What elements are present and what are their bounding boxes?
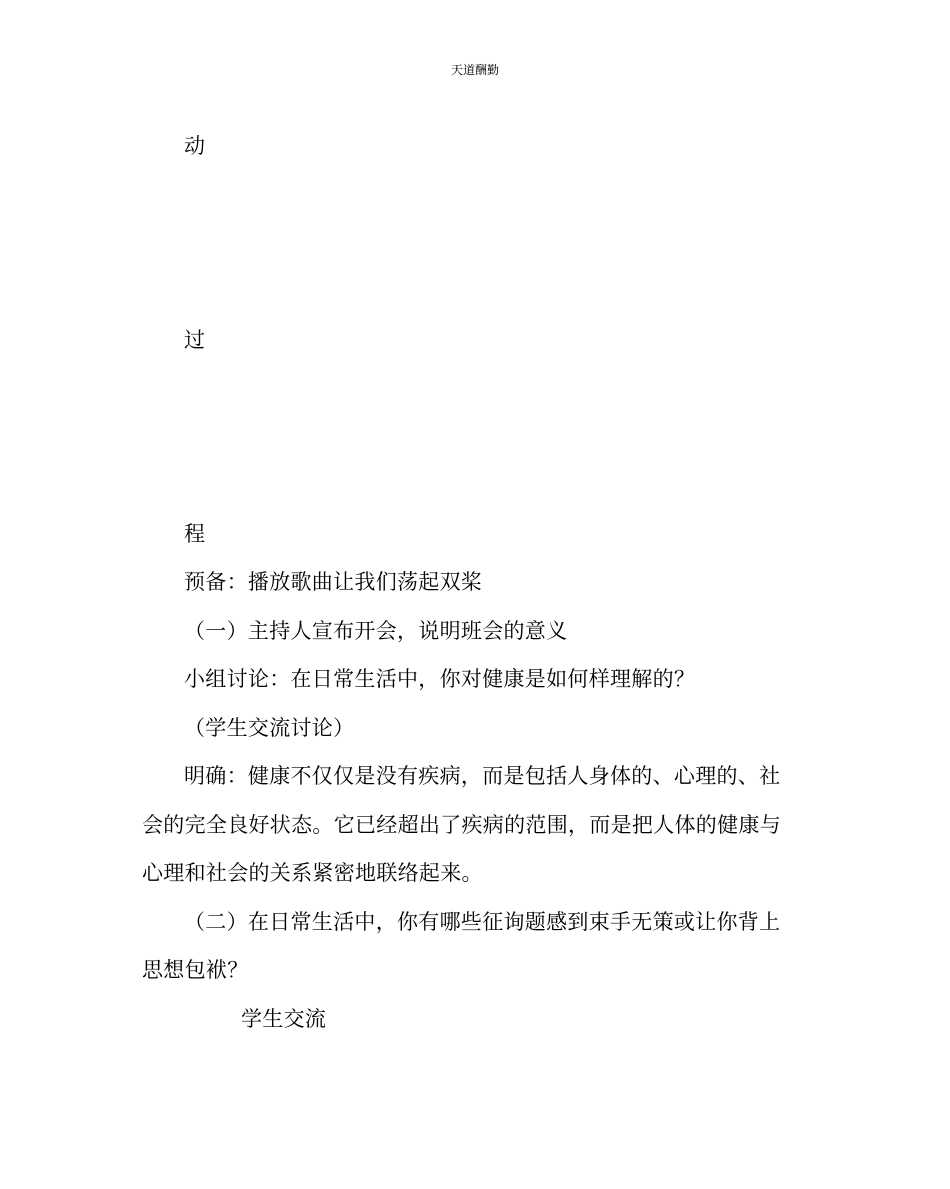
vertical-char-dong: 动 [184,134,206,158]
text-line-student-exchange: 学生交流 [241,1007,327,1031]
text-line-section-one: （一）主持人宣布开会，说明班会的意义 [184,619,568,643]
text-line-section-two-1: （二）在日常生活中，你有哪些征询题感到束手无策或让你背上 [184,910,781,934]
text-line-clarify-1: 明确：健康不仅仅是没有疾病，而是包括人身体的、心理的、社 [184,764,781,788]
text-line-student-discussion: （学生交流讨论） [184,716,355,740]
text-line-section-two-2: 思想包袱？ [142,958,249,982]
vertical-char-guo: 过 [184,328,206,352]
text-line-group-discussion: 小组讨论：在日常生活中，你对健康是如何样理解的？ [184,667,696,691]
text-line-clarify-2: 会的完全良好状态。它已经超出了疾病的范围，而是把人体的健康与 [142,813,781,837]
text-line-preparation: 预备：播放歌曲让我们荡起双桨 [184,570,483,594]
page-header: 天道酬勤 [450,63,499,77]
text-line-clarify-3: 心理和社会的关系紧密地联络起来。 [142,861,483,885]
vertical-char-cheng: 程 [184,522,206,546]
